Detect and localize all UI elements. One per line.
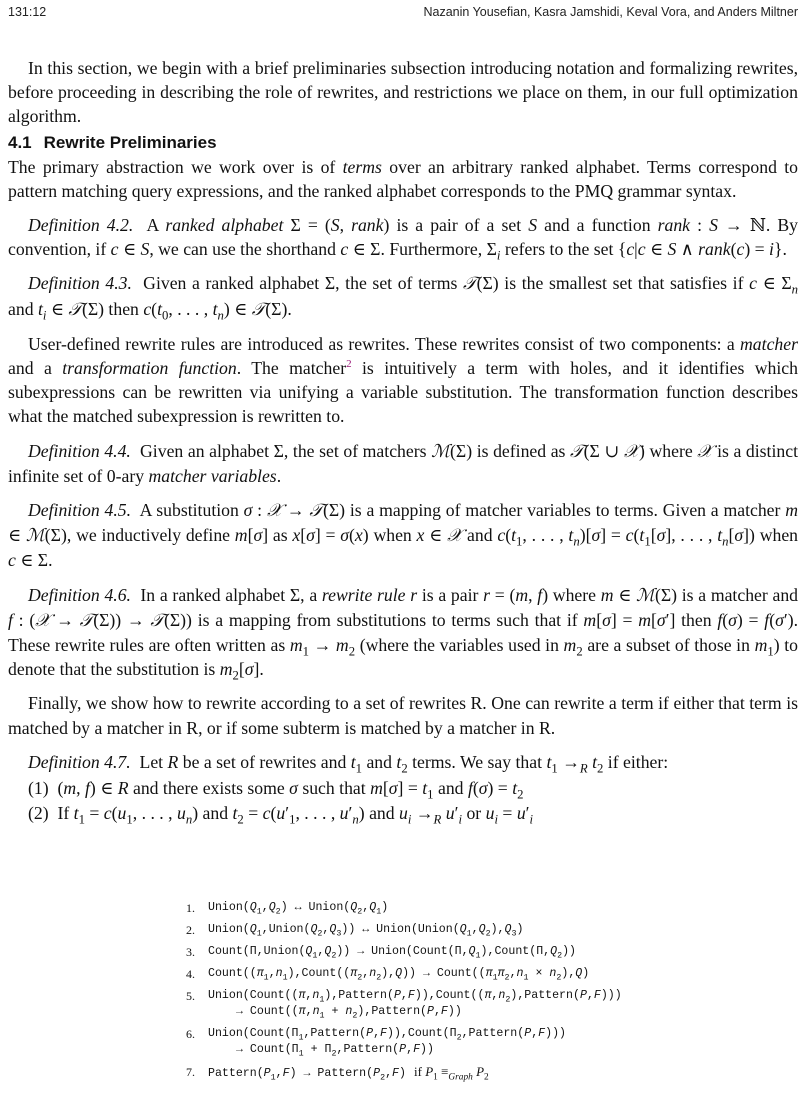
rule-number: 7. [186, 1065, 195, 1079]
rewrite-rule-7: 7. $Pattern(P_1,F)$ → $Pattern(P_2,F)$ if $P_1 \equiv_{Graph}$ $P_2$ [173, 1061, 793, 1085]
definition-4-7-cases [28, 776, 798, 825]
definition-4-4: Definition 4.4. Given an alphabet Σ, the set of matchers ℳ(Σ) is defined as 𝒯(Σ ∪ 𝒳) where 𝒳 is a distinct infinite set of 0-ary matcher variables. [8, 440, 798, 486]
case-1: (1) (m, f) ∈ R and there exists some σ such that $m[\sigma] = t_1$ and $f(\sigma) = t_2$ [28, 778, 524, 802]
rule-number: 6. [186, 1027, 195, 1041]
rewrite-text-b: and a [8, 358, 63, 379]
rule-number: 5. [186, 989, 195, 1003]
terms-emphasis: terms [342, 156, 382, 177]
definition-4-6: Definition 4.6. In a ranked alphabet Σ, a rewrite rule r is a pair r = (m, f) where m ∈ ℳ(Σ) is a matcher and f : (𝒳 → 𝒯(Σ)) → 𝒯(Σ)) is a mapping from substitutions to terms such that if m[σ] = m[σ′] then f(σ) = f(σ′). These rewrite rules are often written as $m_1 \to m_2$ (where the variables used in $m_2$ are a subset of those in $m_1$) to denote that the substitution is $m_2[\sigma]$. [8, 584, 799, 683]
body-text [8, 56, 798, 825]
running-header [8, 5, 798, 23]
intro-paragraph: In this section, we begin with a brief preliminaries subsection introducing notation and formalizing rewrites, before proceeding in describing the role of rewrites, and restrictions we place on them, in our full optimization algorithm. [8, 58, 798, 127]
rewrite-intro-paragraph [8, 332, 798, 429]
section-number: 4.1 [8, 132, 32, 152]
section-intro-text-2: over an arbitrary ranked alphabet. Terms correspond to pattern matching query expressions, and the ranked alphabet corresponds to the PMQ grammar syntax. [8, 156, 798, 201]
footnote-marker[interactable]: 2 [346, 358, 352, 371]
rule-number: 4. [186, 967, 195, 981]
rule-number: 3. [186, 945, 195, 959]
definition-label: Definition 4.4. [28, 440, 131, 461]
section-title: Rewrite Preliminaries [43, 132, 217, 152]
definition-4-3: Definition 4.3. Given a ranked alphabet Σ, the set of terms 𝒯(Σ) is the smallest set that satisfies if c ∈ $\Sigma_n$ and $t_i$ ∈ 𝒯(Σ) then $c(t_0$, . . . , $t_n$) ∈ 𝒯(Σ). [8, 273, 798, 323]
case-2: (2) If $t_1 = c(u_1$, . . . , $u_n$) and $t_2 = c(u'_1$, . . . , $u'_n$) and $u_i \to_R$ $u'_i$ or $u_i = u'_i$ [28, 802, 534, 827]
definition-4-5: Definition 4.5. A substitution σ : 𝒳 → 𝒯(Σ) is a mapping of matcher variables to terms. Given a matcher m ∈ ℳ(Σ), we inductively define m[σ] as x[σ] = σ(x) when x ∈ 𝒳 and $c(t_1$, . . . , $t_n)[\sigma] = c(t_1[\sigma]$, . . . , $t_n[\sigma]$) when c ∈ Σ. [8, 500, 799, 571]
rewrite-rule-4: 4. $Count((\pi_1,n_1),Count((\pi_2,n_2),Q))$ → $Count((\pi_1\pi_2,n_1 \times n_2),Q)$ [173, 963, 793, 985]
definition-4-7: Definition 4.7. Let R be a set of rewrites and $t_1$ and $t_2$ terms. We say that $t_1 \to_R$ $t_2$ if either: [28, 751, 669, 776]
rule-number: 1. [186, 901, 195, 915]
rewrite-rule-2: 2. $Union(Q_1,Union(Q_2,Q_3))$ ↔ $Union(Union(Q_1,Q_2),Q_3)$ [173, 919, 793, 941]
rewrite-text-a: User-defined rewrite rules are introduced as rewrites. These rewrites consist of two components: a [28, 333, 741, 354]
matcher-emphasis: matcher [740, 333, 798, 354]
rewrite-rule-3: 3. $Count(\Pi,Union(Q_1,Q_2))$ → $Union(Count(\Pi,Q_1),Count(\Pi,Q_2))$ [173, 941, 793, 963]
section-heading [8, 131, 798, 155]
rewrite-rules-list [173, 897, 793, 1085]
section-intro-paragraph [8, 155, 798, 203]
transformation-emphasis: transformation function [62, 358, 237, 379]
rule-number: 2. [186, 923, 195, 937]
rewrite-text-c: . The matcher [236, 358, 347, 379]
rewrite-text-d: is intuitively a term with holes, and it identifies which subexpressions can be rewritten via unifying a variable substitution. The transformation function describes what the matched subexpression is rewritten to. [8, 358, 798, 427]
definition-label: Definition 4.2. [28, 215, 134, 236]
definition-label: Definition 4.5. [28, 500, 132, 521]
page-number: 131:12 [8, 5, 47, 19]
rewrite-rule-1: 1. $Union(Q_1,Q_2)$ ↔ $Union(Q_2,Q_1)$ [173, 897, 793, 919]
rewrite-rule-6: 6. $Union(Count(\Pi_1,Pattern(P,F)),Count(\Pi_2,Pattern(P,F)))$ → $Count(\Pi_1$ + $\Pi_2,Pattern(P,F)$) [173, 1023, 793, 1061]
definition-label: Definition 4.6. [28, 584, 131, 605]
author-list: Nazanin Yousefian, Kasra Jamshidi, Keval Vora, and Anders Miltner [423, 5, 798, 19]
definition-label: Definition 4.3. [28, 273, 132, 294]
rewrite-rule-5: 5. $Union(Count((\pi,n_1),Pattern(P,F)),Count((\pi,n_2),Pattern(P,F)))$ → $Count((\pi,n_1$ + $n_2),Pattern(P,F)$) [173, 985, 793, 1023]
definition-4-2: Definition 4.2. A ranked alphabet Σ = (S, rank) is a pair of a set S and a function rank : S → ℕ. By convention, if c ∈ S, we can use the shorthand c ∈ Σ. Furthermore, $\Sigma_i$ refers to the set {c|c ∈ S ∧ rank(c) = i}. [8, 215, 798, 263]
definition-label: Definition 4.7. [28, 751, 131, 772]
finally-paragraph: Finally, we show how to rewrite according to a set of rewrites R. One can rewrite a term if either that term is matched by a matcher in R, or if some subterm is matched by a matcher in R. [8, 693, 798, 738]
section-intro-text: The primary abstraction we work over is of [8, 156, 343, 177]
